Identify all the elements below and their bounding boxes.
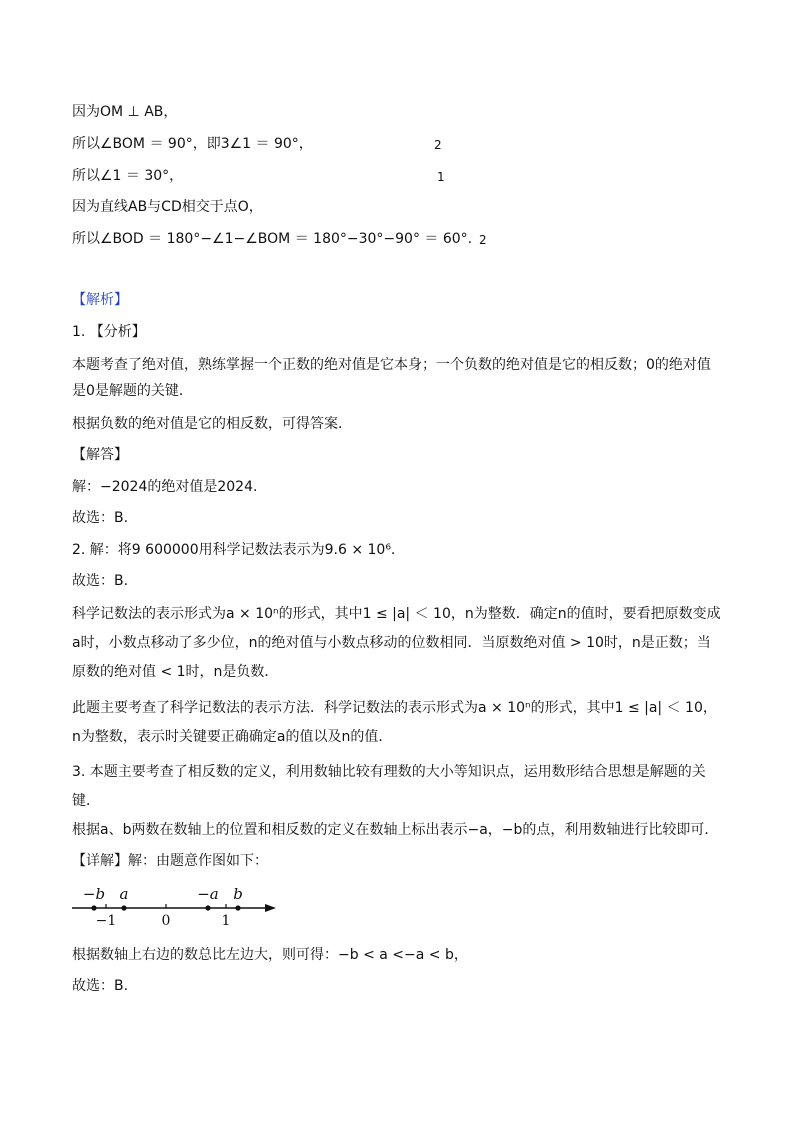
proof-line-2: 所以∠BOM ＝ 90°，即3∠1 ＝ 90°， [72,136,313,152]
q1-paragraph-1: 本题考查了绝对值，熟练掌握一个正数的绝对值是它本身；一个负数的绝对值是它的相反数；0的绝对值是0是解题的关键． [72,357,711,399]
q1-answer-label: 【解答】 [72,447,128,463]
q2-paragraph-3: 科学记数法的表示形式为a × 10ⁿ的形式，其中1 ≤ |a| ＜ 10，n为整数．确定n的值时，要看把原数变成a时，小数点移动了多少位，n的绝对值与小数点移动的位数相同．当原数绝对值 > 10时，n是正数；当原数的绝对值 < 1时，n是负数． [72,606,721,680]
number-line-point-label: a [119,885,129,903]
number-line-arrow [265,904,276,912]
q2-choice: 故选：B. [72,573,129,589]
number-line-point-label: b [233,885,243,903]
q1-paragraph-2: 根据负数的绝对值是它的相反数，可得答案． [72,416,352,432]
number-line-point-label: −a [197,885,219,903]
analysis-heading: 【解析】 [72,292,128,308]
proof-line-1: 因为OM ⊥ AB， [72,104,178,120]
q3-paragraph-1: 3. 本题主要考查了相反数的定义，利用数轴比较有理数的大小等知识点，运用数形结合思想是解题的关键． [72,764,706,809]
number-line-point-label: −b [82,885,106,903]
proof-line-3: 所以∠1 ＝ 30°， [72,168,184,184]
number-line-tick-label: 0 [161,913,171,929]
number-line-point [205,905,210,910]
q3-paragraph-2: 根据a、b两数在数轴上的位置和相反数的定义在数轴上标出表示−a，−b的点，利用数轴进行比较即可． [72,822,719,838]
q1-choice: 故选：B. [72,510,129,526]
proof-line-5: 所以∠BOD ＝ 180°−∠1−∠BOM ＝ 180°−30°−90° ＝ 60°. [72,231,473,247]
number-line-tick-label: 1 [221,913,231,929]
q3-choice: 故选：B. [72,978,129,994]
number-line-point [235,905,240,910]
number-line-point [91,905,96,910]
number-line-figure [66,880,286,932]
number-line-tick-label: −1 [95,913,117,929]
proof-line-4: 因为直线AB与CD相交于点O， [72,199,263,215]
score-mark: 2 [479,233,487,247]
score-mark: 1 [437,170,445,184]
score-mark: 2 [434,138,442,152]
q1-label: 1. 【分析】 [72,324,146,340]
q3-detail: 【详解】解：由题意作图如下： [72,853,268,869]
q2-paragraph-4: 此题主要考查了科学记数法的表示方法．科学记数法的表示形式为a × 10ⁿ的形式，其中1 ≤ |a| ＜ 10，n为整数，表示时关键要正确确定a的值以及n的值． [72,700,717,745]
q2-paragraph-1: 2. 解：将9 600000用科学记数法表示为9.6 × 10⁶. [72,542,396,558]
q1-paragraph-3: 解：−2024的绝对值是2024. [72,479,258,495]
q3-paragraph-4: 根据数轴上右边的数总比左边大，则可得：−b < a <−a < b， [72,947,468,963]
number-line-point [121,905,126,910]
